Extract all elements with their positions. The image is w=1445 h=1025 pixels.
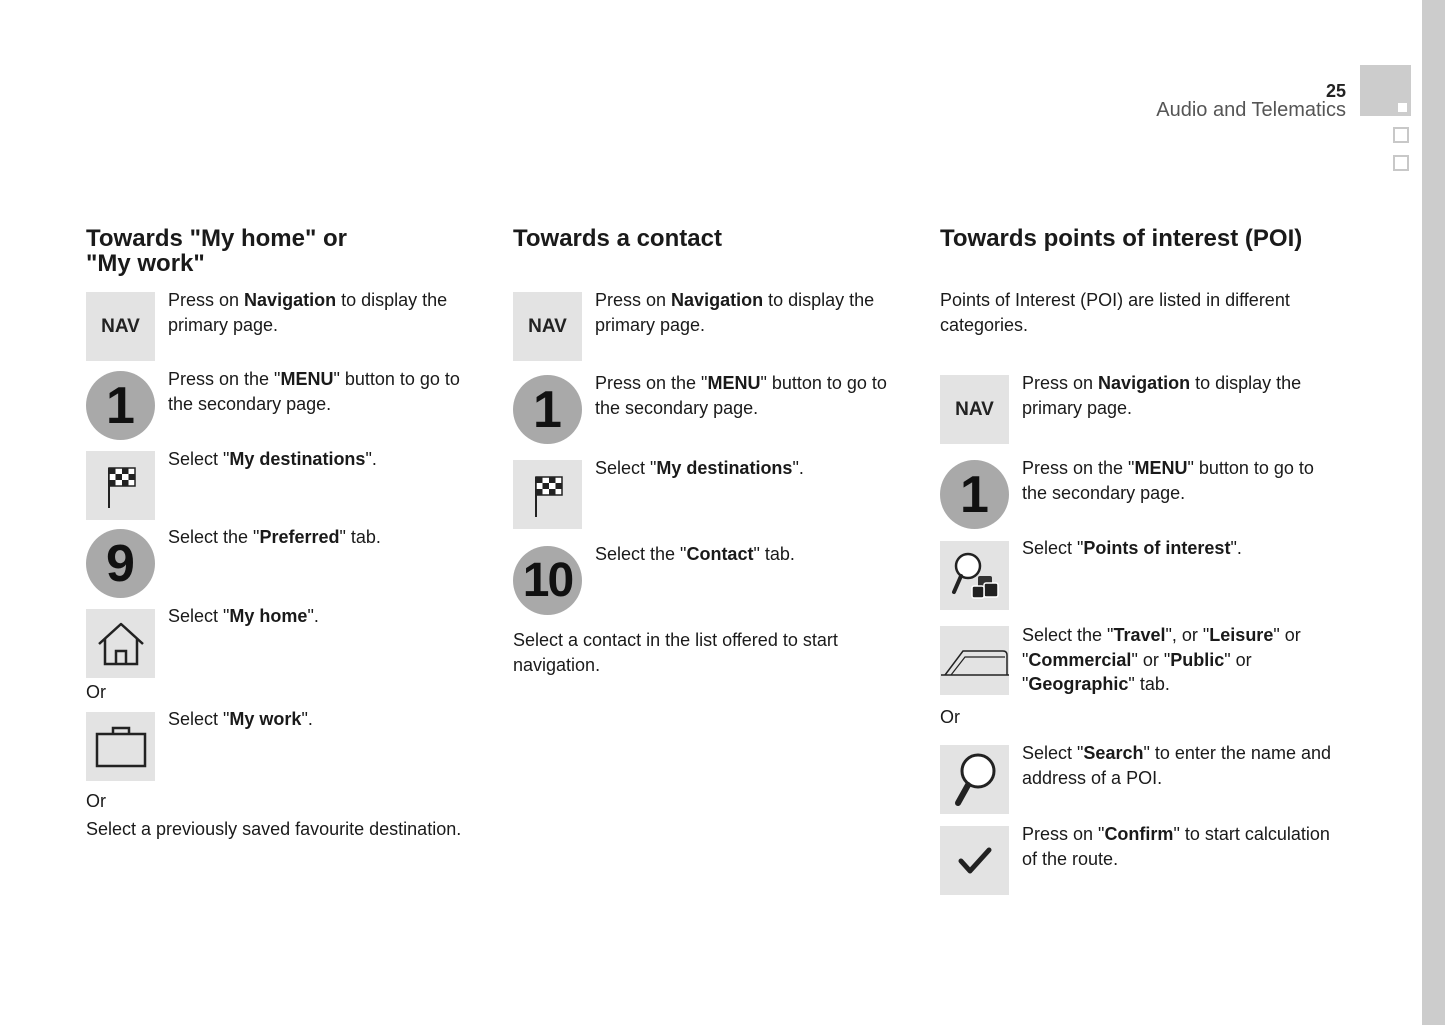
checkmark-icon bbox=[940, 826, 1009, 895]
column-my-home-work bbox=[86, 225, 486, 839]
chapter-tab-active bbox=[1360, 65, 1411, 116]
section-title: Audio and Telematics bbox=[1156, 99, 1346, 121]
step-category-tab: Select the "Travel", or "Leisure" or "Commercial" or "Public" or "Geographic" tab. bbox=[1022, 625, 1301, 694]
number-1-icon: 1 bbox=[513, 375, 582, 444]
chapter-tab bbox=[1393, 155, 1409, 171]
step-navigation: Press on Navigation to display the primary page. bbox=[168, 290, 448, 335]
step-search: Select "Search" to enter the name and address of a POI. bbox=[1022, 743, 1331, 788]
home-icon bbox=[86, 609, 155, 678]
number-1-icon: 1 bbox=[940, 460, 1009, 529]
step-poi: Select "Points of interest". bbox=[1022, 538, 1242, 558]
step-navigation: Press on Navigation to display the primary page. bbox=[1022, 373, 1302, 418]
page-number: 25 bbox=[1325, 81, 1346, 101]
tab-dot bbox=[1398, 103, 1407, 112]
poi-search-icon bbox=[940, 541, 1009, 610]
column-heading: Towards "My home" or "My work" bbox=[86, 225, 348, 277]
step-navigation: Press on Navigation to display the primary page. bbox=[595, 290, 875, 335]
checkered-flag-icon bbox=[86, 451, 155, 520]
nav-button-icon: NAV bbox=[86, 292, 155, 361]
or-label: Or bbox=[86, 682, 106, 702]
number-9-icon: 9 bbox=[86, 529, 155, 598]
nav-button-icon: NAV bbox=[940, 375, 1009, 444]
step-my-work: Select "My work". bbox=[168, 709, 313, 729]
or-label: Or bbox=[940, 707, 960, 727]
step-menu: Press on the "MENU" button to go to the secondary page. bbox=[1022, 458, 1314, 503]
or-label: Or bbox=[86, 791, 106, 811]
intro-text: Points of Interest (POI) are listed in different categories. bbox=[940, 290, 1290, 335]
step-menu: Press on the "MENU" button to go to the secondary page. bbox=[168, 369, 460, 414]
final-instruction: Select a contact in the list offered to start navigation. bbox=[513, 630, 838, 675]
final-instruction: Select a previously saved favourite destination. bbox=[86, 819, 462, 839]
column-heading: Towards a contact bbox=[513, 225, 722, 252]
step-preferred: Select the "Preferred" tab. bbox=[168, 527, 381, 547]
category-tab-icon bbox=[940, 626, 1009, 695]
column-contact bbox=[513, 225, 913, 675]
step-destinations: Select "My destinations". bbox=[595, 458, 804, 478]
magnifier-icon bbox=[940, 745, 1009, 814]
briefcase-icon bbox=[86, 712, 155, 781]
step-contact: Select the "Contact" tab. bbox=[595, 544, 795, 564]
column-poi bbox=[940, 225, 1340, 869]
number-1-icon: 1 bbox=[86, 371, 155, 440]
nav-button-icon: NAV bbox=[513, 292, 582, 361]
step-menu: Press on the "MENU" button to go to the secondary page. bbox=[595, 373, 887, 418]
number-10-icon: 10 bbox=[513, 546, 582, 615]
column-heading: Towards points of interest (POI) bbox=[940, 225, 1303, 252]
step-my-home: Select "My home". bbox=[168, 606, 319, 626]
page-edge-bar bbox=[1422, 0, 1445, 1025]
checkered-flag-icon bbox=[513, 460, 582, 529]
step-confirm: Press on "Confirm" to start calculation of the route. bbox=[1022, 824, 1330, 869]
chapter-tab bbox=[1393, 127, 1409, 143]
step-destinations: Select "My destinations". bbox=[168, 449, 377, 469]
